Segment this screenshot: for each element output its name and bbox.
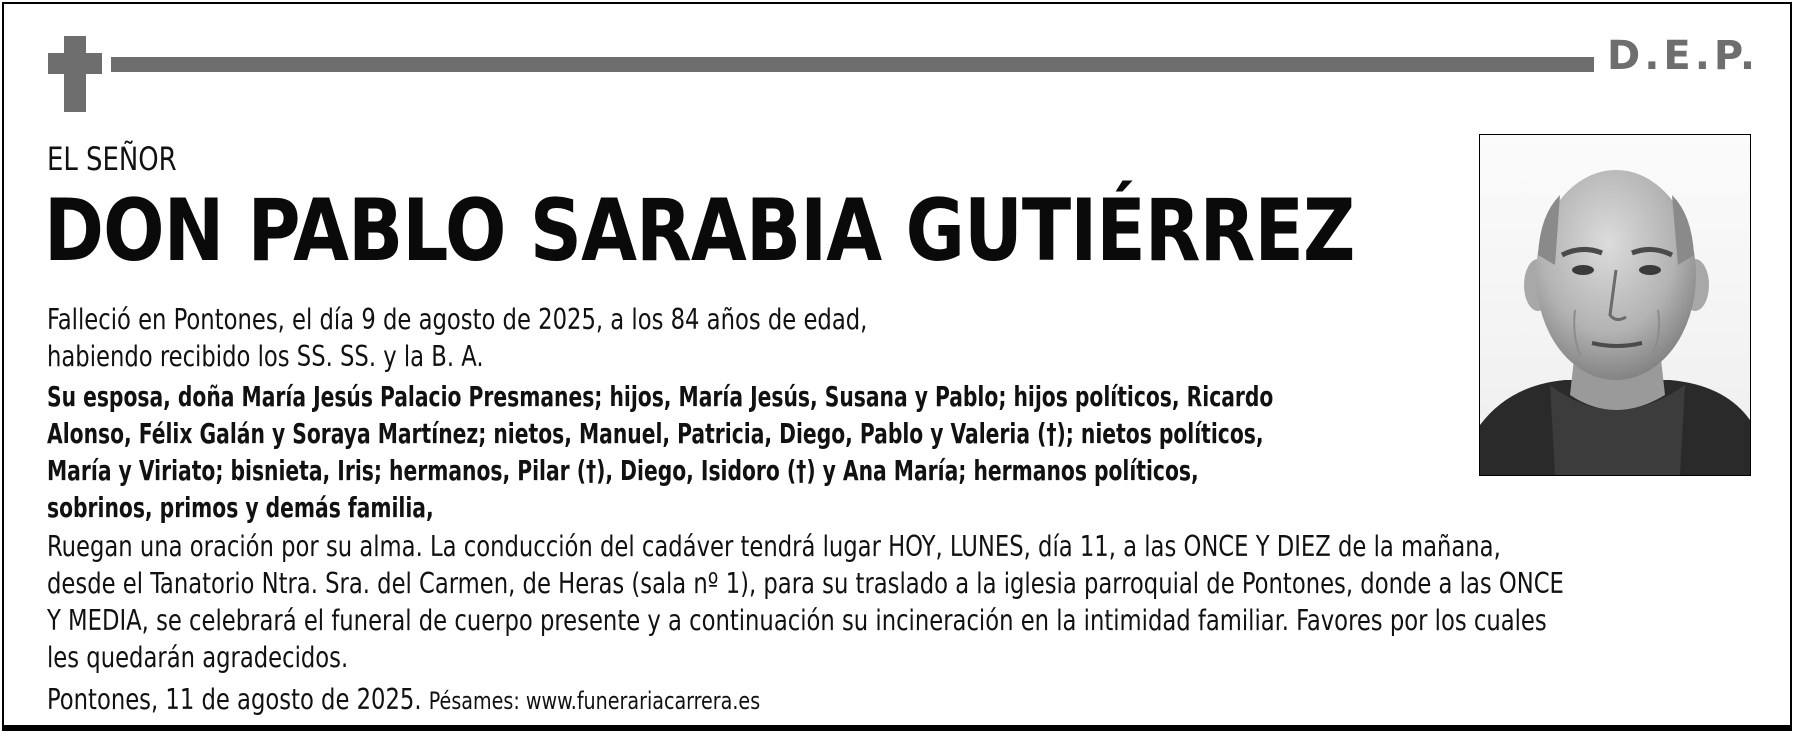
portrait-photo	[1479, 134, 1751, 476]
ceremony-line: Y MEDIA, se celebrará el funeral de cuerpo presente y a continuación su incineración en la intimidad familiar. Favores por los cuales	[47, 604, 1547, 637]
condolences-website: Pésames: www.funerariacarrera.es	[428, 687, 761, 715]
family-line: Su esposa, doña María Jesús Palacio Presmanes; hijos, María Jesús, Susana y Pablo; hijos políticos, Ricardo	[47, 380, 1274, 413]
family-line: sobrinos, primos y demás familia,	[47, 491, 434, 524]
death-line: Falleció en Pontones, el día 9 de agosto de 2025, a los 84 años de edad,	[47, 303, 868, 336]
cross-icon	[48, 36, 102, 112]
dep-label: D.E.P.	[1607, 33, 1760, 79]
place-date: Pontones, 11 de agosto de 2025.	[47, 683, 422, 716]
header-rule	[111, 57, 1594, 72]
ceremony-line: desde el Tanatorio Ntra. Sra. del Carmen, de Heras (sala nº 1), para su traslado a la iglesia parroquial de Pontones, donde a las ONCE	[47, 567, 1564, 600]
place-date-line	[47, 682, 760, 719]
ceremony-line: les quedarán agradecidos.	[47, 641, 349, 674]
death-line: habiendo recibido los SS. SS. y la B. A.	[47, 340, 484, 373]
family-line: María y Viriato; bisnieta, Iris; hermanos, Pilar (†), Diego, Isidoro (†) y Ana María; hermanos políticos,	[47, 454, 1199, 487]
deceased-name: DON PABLO SARABIA GUTIÉRREZ	[44, 181, 1355, 281]
family-line: Alonso, Félix Galán y Soraya Martínez; nietos, Manuel, Patricia, Diego, Pablo y Valeria (†); nietos políticos,	[47, 417, 1264, 450]
ceremony-line: Ruegan una oración por su alma. La conducción del cadáver tendrá lugar HOY, LUNES, día 11, a las ONCE Y DIEZ de la mañana,	[47, 530, 1501, 563]
title-prefix: EL SEÑOR	[47, 140, 177, 178]
